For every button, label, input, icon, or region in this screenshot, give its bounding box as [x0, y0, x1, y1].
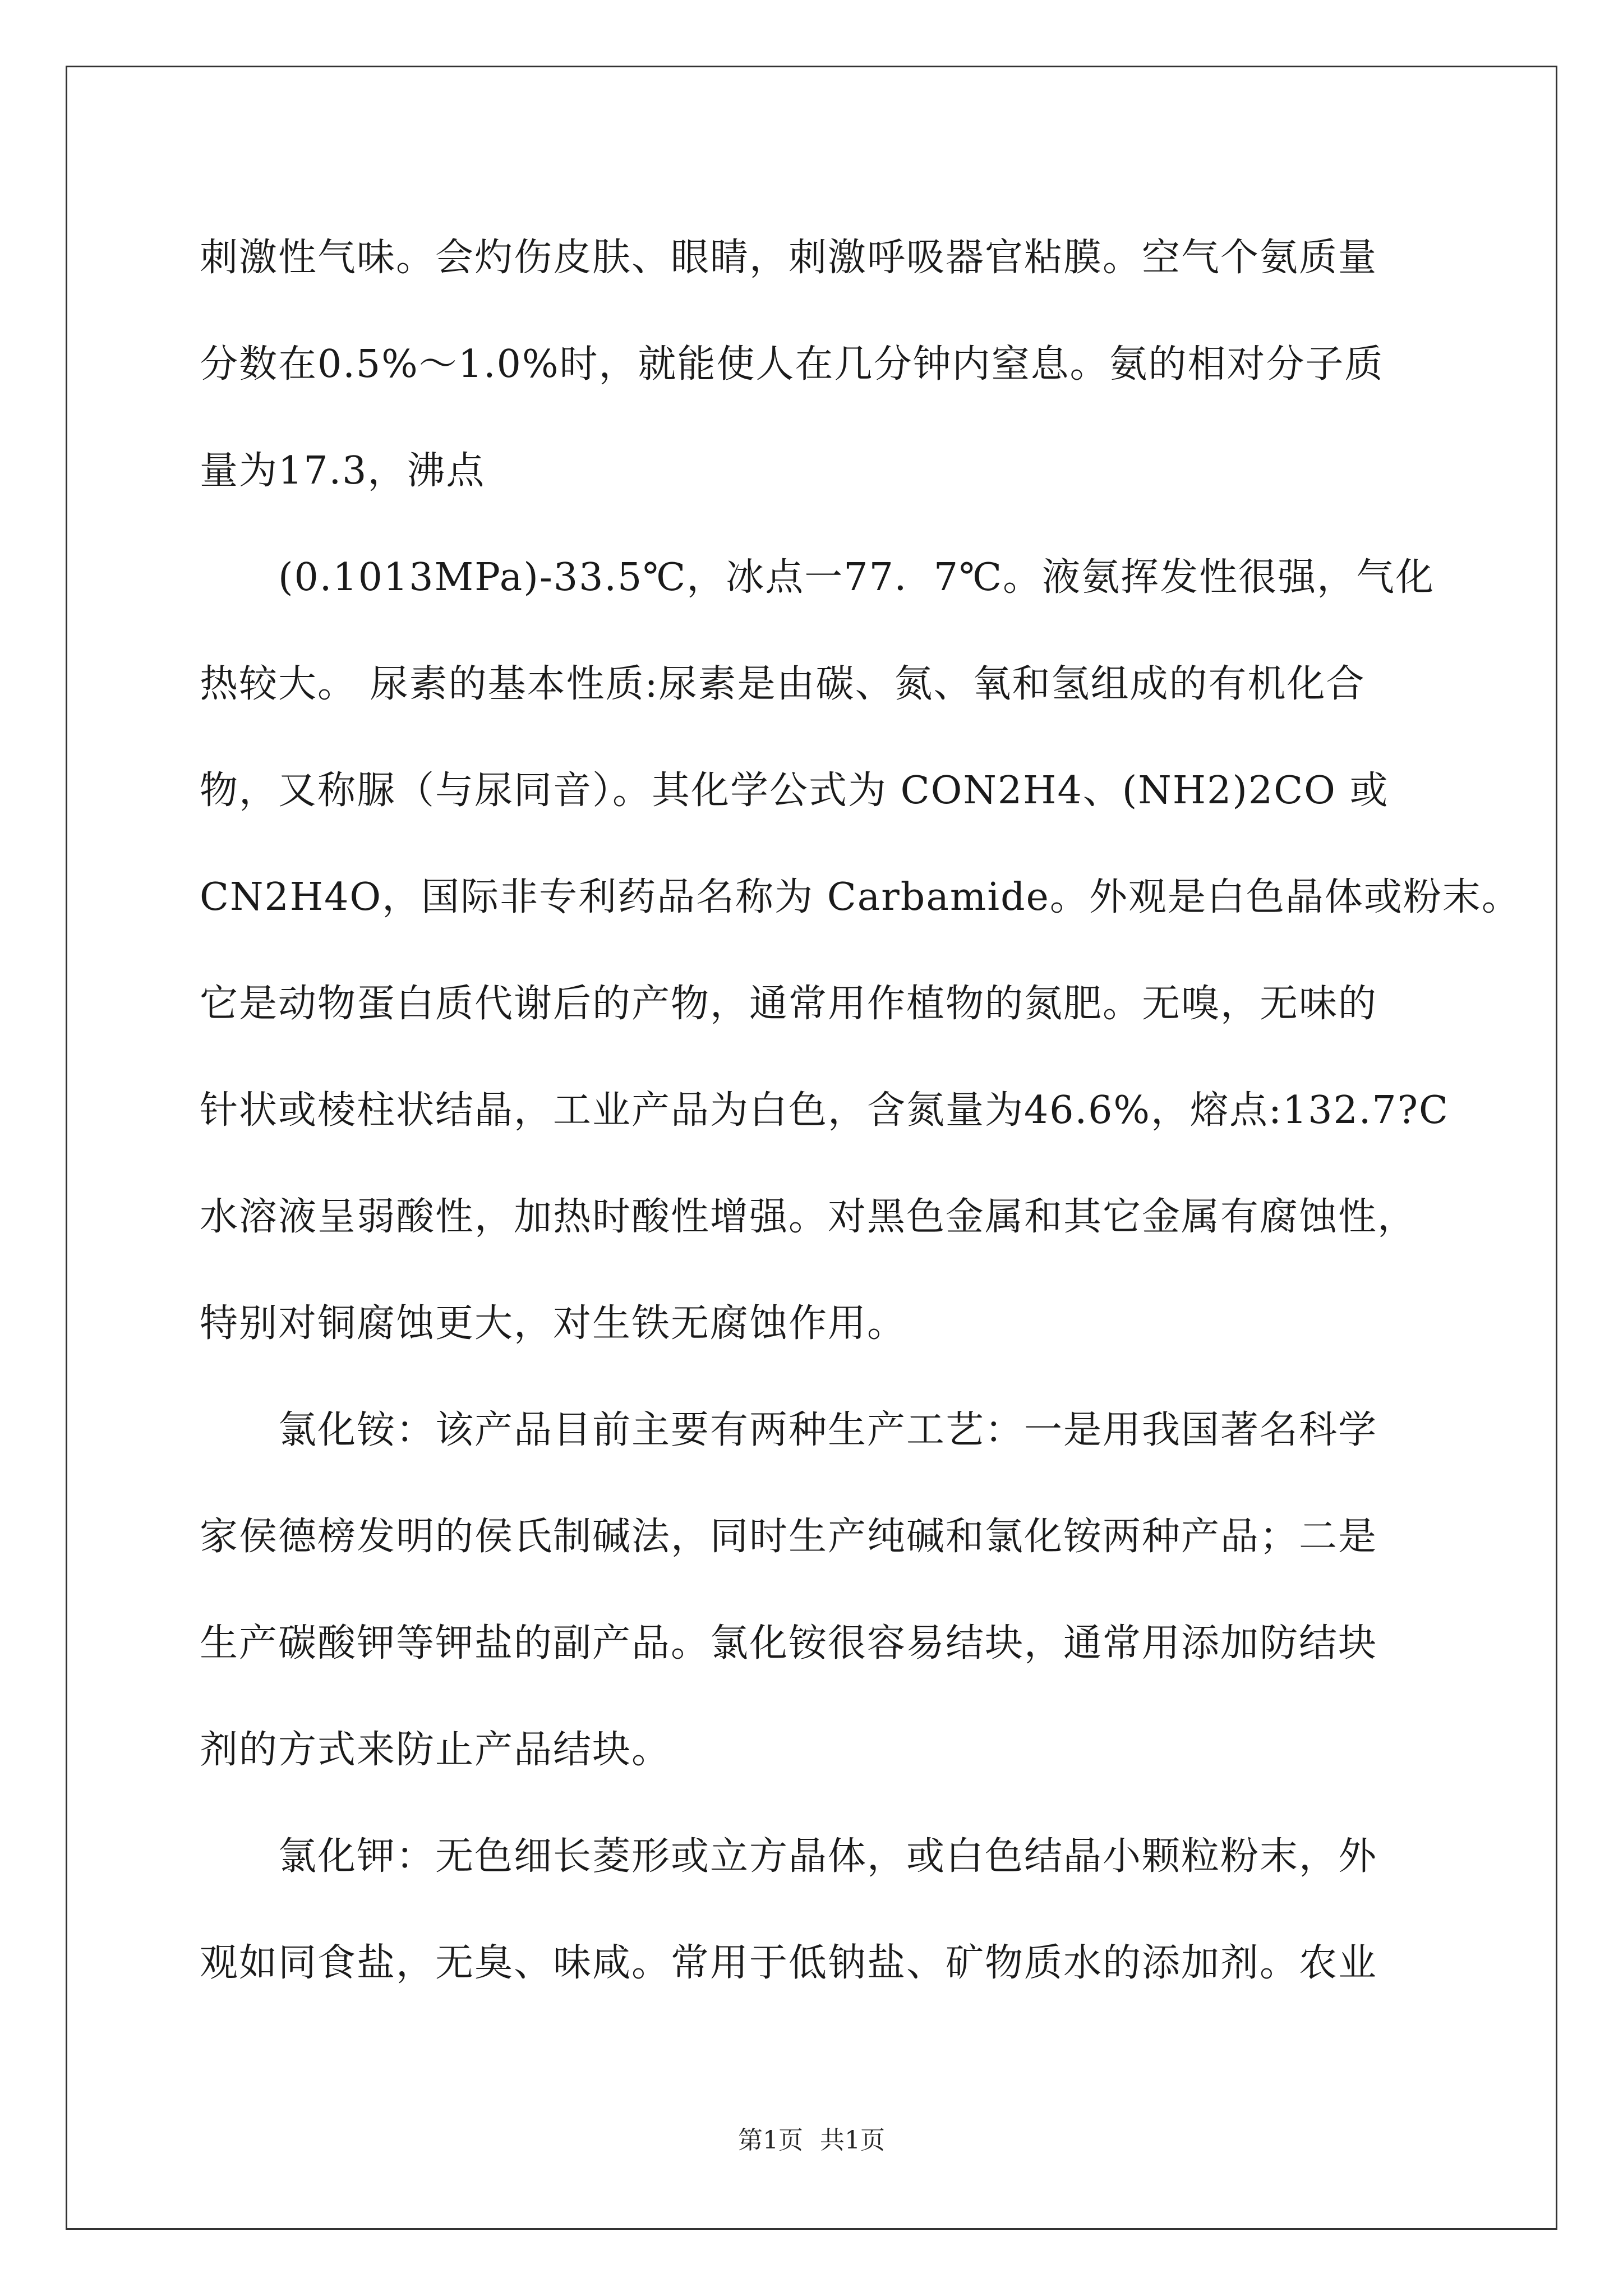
- text-line: 它是动物蛋白质代谢后的产物，通常用作植物的氮肥。无嗅，无味的: [200, 982, 1378, 1026]
- text-line: 家侯德榜发明的侯氏制碱法，同时生产纯碱和氯化铵两种产品；二是: [200, 1515, 1378, 1559]
- text-line: 氯化钾：无色细长菱形或立方晶体，或白色结晶小颗粒粉末，外: [200, 1834, 1378, 1879]
- text-line: (0.1013MPa)-33.5℃，冰点一77．7℃。液氨挥发性很强，气化: [200, 555, 1435, 600]
- document-body: [200, 205, 1521, 2017]
- text-line: 剂的方式来防止产品结块。: [200, 1728, 671, 1772]
- text-line: 水溶液呈弱酸性，加热时酸性增强。对黑色金属和其它金属有腐蚀性，: [200, 1195, 1417, 1239]
- text-line: 特别对铜腐蚀更大，对生铁无腐蚀作用。: [200, 1301, 907, 1346]
- page-total: 共1页: [820, 2126, 885, 2155]
- text-line: 针状或棱柱状结晶，工业产品为白色，含氮量为46.6%，熔点:132.7?C: [200, 1088, 1450, 1133]
- page-footer: [0, 2124, 1623, 2157]
- text-line: 量为17.3，沸点: [200, 449, 486, 493]
- text-line: 氯化铵：该产品目前主要有两种生产工艺：一是用我国著名科学: [200, 1408, 1378, 1452]
- text-line: 物，又称脲（与尿同音）。其化学公式为 CON2H4、(NH2)2CO 或: [200, 769, 1389, 813]
- text-line: CN2H4O，国际非专利药品名称为 Carbamide。外观是白色晶体或粉末。: [200, 875, 1521, 919]
- text-line: 刺激性气味。会灼伤皮肤、眼睛，刺激呼吸器官粘膜。空气个氨质量: [200, 236, 1378, 280]
- text-line: 分数在0.5%～1.0%时，就能使人在几分钟内窒息。氨的相对分子质: [200, 342, 1384, 386]
- text-line: 热较大。 尿素的基本性质:尿素是由碳、氮、氧和氢组成的有机化合: [200, 662, 1366, 706]
- page-number: 第1页: [738, 2126, 803, 2155]
- text-line: 生产碳酸钾等钾盐的副产品。氯化铵很容易结块，通常用添加防结块: [200, 1621, 1378, 1665]
- text-line: 观如同食盐，无臭、味咸。常用于低钠盐、矿物质水的添加剂。农业: [200, 1941, 1378, 1985]
